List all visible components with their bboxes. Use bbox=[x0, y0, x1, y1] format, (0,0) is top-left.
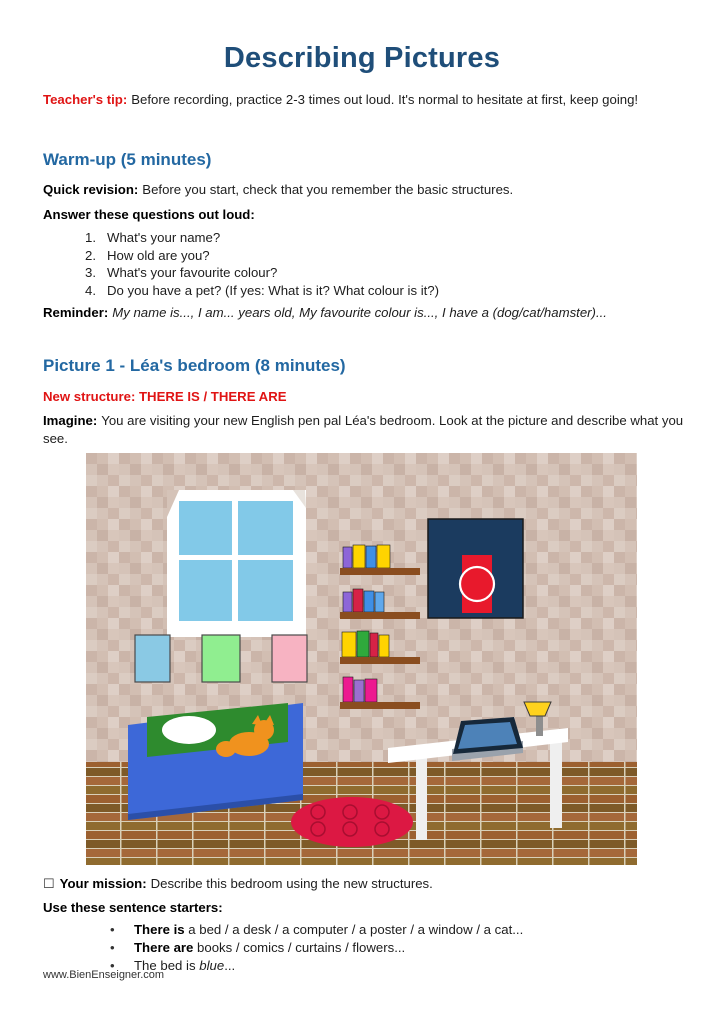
book bbox=[354, 680, 364, 702]
mission-line bbox=[43, 876, 433, 892]
questions-label: Answer these questions out loud: bbox=[43, 207, 255, 222]
curtain-green bbox=[202, 635, 240, 682]
question-item bbox=[85, 247, 439, 265]
reminder-text: My name is..., I am... years old, My favourite colour is..., I have a (dog/cat/hamster)... bbox=[112, 305, 607, 320]
starters-label: Use these sentence starters: bbox=[43, 900, 223, 915]
window-pane bbox=[179, 560, 232, 621]
window-pane bbox=[179, 501, 232, 555]
mission-text: Describe this bedroom using the new structures. bbox=[150, 876, 433, 891]
bed bbox=[128, 703, 303, 820]
starter-item bbox=[110, 921, 523, 939]
quick-revision-line bbox=[43, 182, 703, 197]
book bbox=[342, 632, 356, 657]
book bbox=[379, 635, 389, 657]
poster-circle bbox=[460, 567, 494, 601]
question-text: How old are you? bbox=[107, 247, 210, 263]
question-number: 3. bbox=[85, 265, 96, 280]
starter-item bbox=[110, 939, 523, 957]
reminder-label: Reminder: bbox=[43, 305, 109, 320]
imagine-text: You are visiting your new English pen pal Léa's bedroom. Look at the picture and describe what you see. bbox=[43, 413, 684, 446]
imagine-label: Imagine: bbox=[43, 413, 98, 428]
new-structure-line: New structure: THERE IS / THERE ARE bbox=[43, 389, 287, 404]
question-item bbox=[85, 264, 439, 282]
window-pane bbox=[238, 501, 293, 555]
shelf-board bbox=[340, 612, 420, 619]
book bbox=[370, 633, 378, 657]
book bbox=[366, 546, 376, 568]
section-heading-picture1: Picture 1 - Léa's bedroom (8 minutes) bbox=[43, 356, 346, 375]
quick-revision-label: Quick revision: bbox=[43, 182, 139, 197]
bullet-icon: • bbox=[110, 940, 115, 955]
window bbox=[167, 490, 306, 637]
book bbox=[357, 631, 369, 657]
teachers-tip bbox=[43, 92, 713, 107]
section-heading-warmup: Warm-up (5 minutes) bbox=[43, 150, 212, 169]
question-text: Do you have a pet? (If yes: What is it? What colour is it?) bbox=[107, 282, 440, 298]
question-item bbox=[85, 282, 439, 300]
footer-url: www.BienEnseigner.com bbox=[43, 969, 165, 981]
page-title: Describing Pictures bbox=[223, 42, 501, 74]
desk-leg bbox=[550, 740, 562, 828]
shelf-board bbox=[340, 657, 420, 664]
starter-text: books / comics / curtains / flowers... bbox=[193, 940, 406, 955]
questions-list bbox=[85, 229, 439, 299]
rug bbox=[291, 797, 413, 847]
question-number: 1. bbox=[85, 230, 96, 245]
starter-text: The bed is bbox=[134, 958, 200, 973]
shelf-board bbox=[340, 702, 420, 709]
starter-text: ... bbox=[224, 958, 236, 973]
bullet-icon: • bbox=[110, 958, 115, 973]
book bbox=[377, 545, 390, 568]
book bbox=[365, 679, 377, 702]
starters-list bbox=[110, 921, 523, 975]
book bbox=[375, 592, 384, 612]
book bbox=[364, 591, 374, 612]
question-number: 4. bbox=[85, 282, 96, 298]
tip-text: Before recording, practice 2-3 times out loud. It's normal to hesitate at first, keep going! bbox=[131, 92, 639, 107]
curtain-blue bbox=[135, 635, 170, 682]
question-number: 2. bbox=[85, 247, 96, 263]
checkbox-icon: ☐ bbox=[43, 876, 55, 891]
reminder-line bbox=[43, 305, 723, 320]
imagine-paragraph bbox=[43, 412, 685, 447]
question-text: What's your name? bbox=[107, 230, 221, 245]
bullet-icon: • bbox=[110, 922, 115, 937]
quick-revision-text: Before you start, check that you remember the basic structures. bbox=[142, 182, 514, 197]
desk-leg bbox=[416, 758, 427, 840]
book bbox=[353, 545, 365, 568]
mission-label: Your mission: bbox=[59, 876, 147, 891]
book bbox=[353, 589, 363, 612]
curtain-pink bbox=[272, 635, 307, 682]
shelf-board bbox=[340, 568, 420, 575]
book bbox=[343, 677, 353, 702]
book bbox=[343, 547, 352, 568]
book bbox=[343, 592, 352, 612]
starter-text: a bed / a desk / a computer / a poster / a window / a cat... bbox=[184, 922, 524, 937]
question-item bbox=[85, 229, 439, 247]
question-text: What's your favourite colour? bbox=[107, 265, 278, 280]
starter-item bbox=[110, 957, 523, 975]
starter-lead: There is bbox=[134, 922, 185, 937]
window-pane bbox=[238, 560, 293, 621]
pillow bbox=[162, 716, 216, 744]
tip-label: Teacher's tip: bbox=[43, 92, 128, 107]
bedroom-illustration bbox=[86, 453, 637, 865]
poster bbox=[428, 519, 523, 618]
starter-lead: There are bbox=[134, 940, 194, 955]
starter-italic-word: blue bbox=[199, 958, 225, 973]
